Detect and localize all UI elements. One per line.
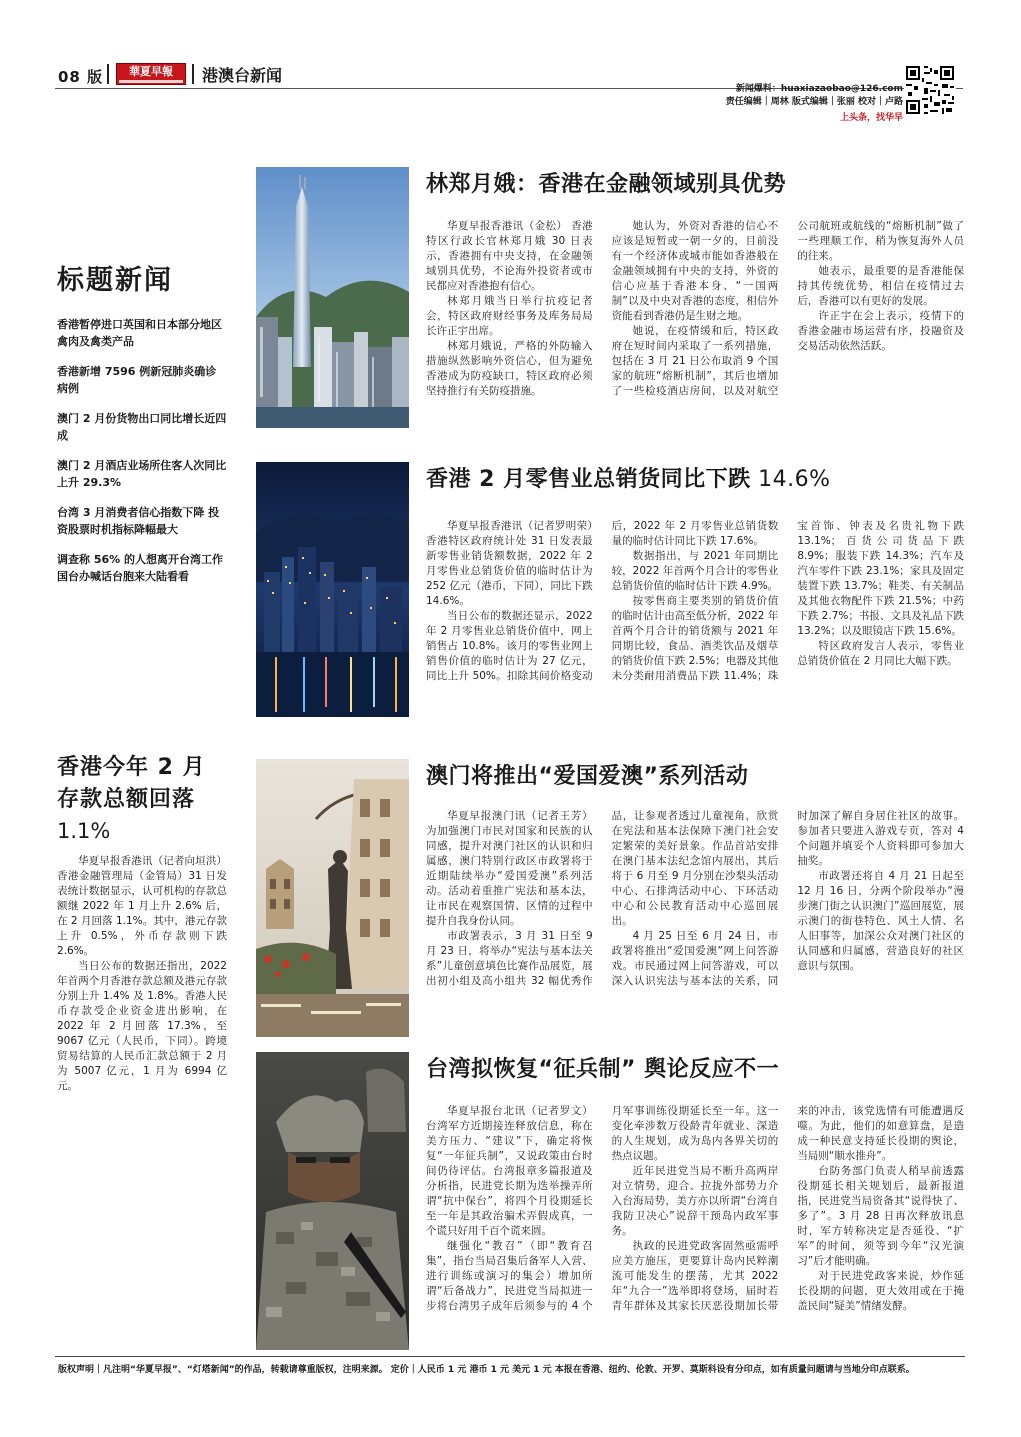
newspaper-logo: 華夏早報: [116, 63, 186, 85]
article-carrie-lam: [256, 167, 966, 447]
article-paragraph: 她说，在疫情缓和后，特区政府在短时间内采取了一系列措施，包括在 3 月 21 日公布取消 9 个国家的航班“熔断机制”，其后也增加了一些检疫酒店房间，以及对航空公司航班或航线的“熔断机制”做了一些理顺工作，稍为恢复海外人员的往来。: [611, 220, 964, 397]
copyright-footer: 版权声明｜凡注明“华夏早报”、“灯塔新闻”的作品，转载请尊重版权，注明来源。 定价｜人民币 1 元 港币 1 元 美元 1 元 本报在香港、纽约、伦敦、开罗、莫斯科设有分印点，如有质量问题请与当地分印点联系。: [58, 1365, 915, 1375]
headline-item[interactable]: 澳门 2 月份货物出口同比增长近四成: [57, 412, 227, 442]
story-headline-figure: 1.1%: [57, 819, 111, 843]
article-paragraph: 执政的民进党政客固然亟需呼应美方施压，更要算计岛内民粹潮流可能发生的摆荡，尤其 2022 年“九合一”选举即将登场，届时若青年群体及其家长厌恶役期加长带来的冲击，该党选情有可能遭遇反噬。为此，他们的如意算盘，是造成一种民意支持延长役期的舆论，当局则“顺水推舟”。: [611, 1105, 964, 1312]
sidebar-title: 标题新闻: [57, 265, 173, 296]
qr-code-icon[interactable]: [904, 64, 956, 116]
article-headline: 香港 2 月零售业总销货同比下跌 14.6%: [426, 467, 831, 492]
article-paragraph: 华夏早报香港讯（记者罗明荣）香港特区政府统计处 31 日发表最新零售业销货额数据，2022 年 2 月零售业总销货价值的临时估计为 252 亿元（港币，下同），同比下跌 14.6%。: [426, 520, 593, 607]
story-paragraph: 当日公布的数据还指出，2022 年首两个月香港存款总额及港元存款分别上升 1.4% 及 1.8%。香港人民币存款受企业资金进出影响，在 2022 年 2 月回落 17.3%，至 9067 亿元（人民币，下同）。跨境贸易结算的人民币汇款总额于 2 月为 5007 亿元，1 月为 6994 亿元。: [57, 960, 227, 1092]
soldiers-photo: [256, 1052, 409, 1350]
article-paragraph: 许正宇在会上表示，疫情下的香港金融市场运营有序，投融资及交易活动依然活跃。: [797, 310, 964, 352]
section-name: 港澳台新闻: [202, 66, 283, 85]
headline-item[interactable]: 香港暂停进口英国和日本部分地区禽肉及禽类产品: [57, 318, 222, 348]
slogan: 上头条，找华早: [839, 113, 903, 123]
page-header: [0, 0, 1021, 150]
article-paragraph: 数据指出，与 2021 年同期比较，2022 年首两个月合计的零售业总销货价值的临时估计下跌 4.9%。: [611, 550, 779, 592]
article-hk-retail: [256, 462, 966, 722]
story-headline: 存款总额回落: [57, 787, 196, 812]
article-paragraph: 市政署还将自 4 月 21 日起至 12 月 16 日，分两个阶段举办“漫步澳门街之认识澳门”巡回展览，展示澳门的街巷特色、风土人情、名人旧事等，加深公众对澳门社区的认同感和归属感，营造良好的社区意识与氛围。: [797, 870, 964, 972]
article-body: [426, 519, 964, 724]
article-paragraph: 对于民进党政客来说，炒作延长役期的问题，更大效用或在于掩盖民间“疑美”情绪发酵。: [797, 1270, 964, 1312]
story-headline: 香港今年 2 月: [57, 755, 206, 780]
footer-rule: [55, 1356, 965, 1357]
editor-credits: 责任编辑｜周林 版式编辑｜张丽 校对｜卢路: [725, 97, 903, 107]
deposits-story: [57, 752, 227, 1094]
headline-item[interactable]: 香港新增 7596 例新冠肺炎确诊病例: [57, 365, 217, 395]
article-paragraph: 台防务部门负责人稍早前透露役期延长相关规划后，最新报道指，民进党当局资备其“说得快了、多了”。3 月 28 日再次释放讯息时，军方转称决定是否延役、“扩军”的时间，须等到今年“汉光演习”后才能明确。: [797, 1165, 964, 1267]
article-paragraph: 林郑月娥说，严格的外防输入措施纵然影响外资信心，但为避免香港成为防疫缺口，特区政府必须坚持推行有关防疫措施。: [426, 340, 593, 397]
article-paragraph: 按零售商主要类别的销货价值的临时估计由高至低分析，2022 年首两个月合计的销货额与 2021 年同期比较，食品、酒类饮品及烟草的销货价值下跌 2.5%；电器及其他未分类耐用消费品下跌 11.4%；珠宝首饰、钟表及名贵礼物下跌 13.1%；百货公司货品下跌 8.9%；服装下跌 14.3%；汽车及汽车零件下跌 23.1%；家具及固定装置下跌 13.7%；鞋类、有关制品及其他衣物配件下跌 21.5%；中药下跌 2.7%；书报、文具及礼品下跌 13.2%；以及眼镜店下跌 15.6%。: [611, 520, 964, 682]
article-paragraph: 华夏早报香港讯（金松） 香港特区行政长官林郑月娥 30 日表示，香港拥有中央支持，在金融领域别具优势，不论海外投资者或市民都应对香港抱有信心。: [426, 220, 593, 292]
article-paragraph: 她表示，最重要的是香港能保持其传统优势，相信在疫情过去后，香港可以有更好的发展。: [797, 265, 964, 307]
article-paragraph: 市政署表示，3 月 31 日至 9 月 23 日，将举办“宪法与基本法关系”儿童创意填色比赛作品展览，展出初小组及高小组共 32 幅优秀作品，让参观者透过儿童视角，欣赏在宪法和基本法保障下澳门社会安定繁荣的美好景象。作品首站安排在澳门基本法纪念馆内展出，其后将于 6 月至 9 月分别在沙梨头活动中心、石排湾活动中心、下环活动中心和公民教育活动中心巡回展出。: [426, 810, 779, 987]
article-headline: 澳门将推出“爱国爱澳”系列活动: [426, 764, 749, 789]
headline-item[interactable]: 澳门 2 月酒店业场所住客人次同比上升 29.3%: [57, 459, 227, 489]
hong-kong-night-photo: [256, 462, 409, 717]
hong-kong-skyline-photo: [256, 167, 409, 428]
article-paragraph: 她认为，外资对香港的信心不应该是短暂或一朝一夕的，目前没有一个经济体或城市能如香港般在金融领域拥有中央的支持，外资的信心应基于香港本身、“一国两制”以及中央对香港的态度，相信外资能看到香港仍是生财之地。: [611, 220, 779, 322]
article-headline: 林郑月娥：香港在金融领域别具优势: [426, 172, 787, 197]
article-body: [426, 219, 964, 447]
article-macao-patriotism: [256, 759, 966, 1039]
headline-item[interactable]: 调查称 56% 的人想离开台湾工作 国台办喊话台胞来大陆看看: [57, 553, 223, 583]
article-paragraph: 当日公布的数据还显示，2022 年 2 月零售业总销货价值中，网上销售占 10.8%。该月的零售业网上销售价值的临时估计为 27 亿元，同比上升 50%。扣除其间价格变动后，2022 年 2 月零售业总销货数量的临时估计同比下跌 17.6%。: [426, 520, 779, 682]
article-paragraph: 林郑月娥当日举行抗疫记者会，特区政府财经事务及库务局局长许正宇出席。: [426, 295, 593, 337]
article-paragraph: 继强化“教召”（即“教育召集”，指台当局召集后备军人入营、进行训练或演习的集会）增加所谓“后备战力”，民进党当局拟进一步将台湾男子成年后须参与的 4 个月军事训练役期延长至一年。这一变化牵涉数万役龄青年就业、深造的人生规划，成为岛内各界关切的热点议题。: [426, 1105, 779, 1312]
headline-item[interactable]: 台湾 3 月消费者信心指数下降 投资股票时机指标降幅最大: [57, 506, 220, 536]
article-body: [426, 1104, 964, 1352]
article-paragraph: 华夏早报台北讯（记者罗文）台湾军方近期接连释放信息，称在美方压力、“建议”下，确定将恢复“一年征兵制”，又说政策由台时间仍待评估。台湾报章多篇报道及分析指，民进党长期为迭举操弄所谓“抗中保台”，将四个月役期延长至一年是其政治骗术弄假成真，一个谎只好用千百个谎来圆。: [426, 1105, 593, 1237]
article-taiwan-conscription: [256, 1052, 966, 1352]
article-paragraph: 特区政府发言人表示，零售业总销货价值在 2 月同比大幅下跌。: [797, 640, 964, 667]
article-body: [426, 809, 964, 1039]
article-paragraph: 4 月 25 日至 6 月 24 日，市政署将推出“爱国爱澳”网上问答游戏。市民通过网上问答游戏，可以深入认识宪法与基本法的关系，同时加深了解自身居住社区的故事。参加者只要进入游戏专页，答对 4 个问题并填妥个人资料即可参加大抽奖。: [611, 810, 964, 987]
header-separator: [107, 64, 109, 84]
article-paragraph: 华夏早报澳门讯（记者王芳）为加强澳门市民对国家和民族的认同感，提升对澳门社区的认识和归属感，澳门特别行政区市政署将于近期陆续举办“爱国爱澳”系列活动。活动着重推广宪法和基本法，让市民在观察国情、区情的过程中提升自我身份认同。: [426, 810, 593, 927]
page-number: 08 版: [58, 68, 104, 86]
headline-list: [57, 316, 227, 598]
story-paragraph: 华夏早报香港讯（记者向垣洪） 香港金融管理局（金管局）31 日发表统计数据显示，认可机构的存款总额继 2022 年 1 月上升 2.6% 后，在 2 月回落 1.1%。其中，港元存款上升 0.5%，外币存款则下跌 2.6%。: [57, 855, 227, 957]
header-separator: [192, 64, 194, 84]
story-body: [57, 854, 227, 1094]
article-headline: 台湾拟恢复“征兵制” 舆论反应不一: [426, 1057, 780, 1082]
macao-ruins-photo: [256, 759, 409, 1037]
article-paragraph: 近年民进党当局不断升高两岸对立情势，迎合、拉拢外部势力介入台海局势，美方亦以所谓“台湾自我防卫决心”说辞干预岛内政军事务。: [611, 1165, 779, 1237]
news-tip-email: 新闻爆料：huaxiazaobao@126.com: [735, 84, 903, 94]
